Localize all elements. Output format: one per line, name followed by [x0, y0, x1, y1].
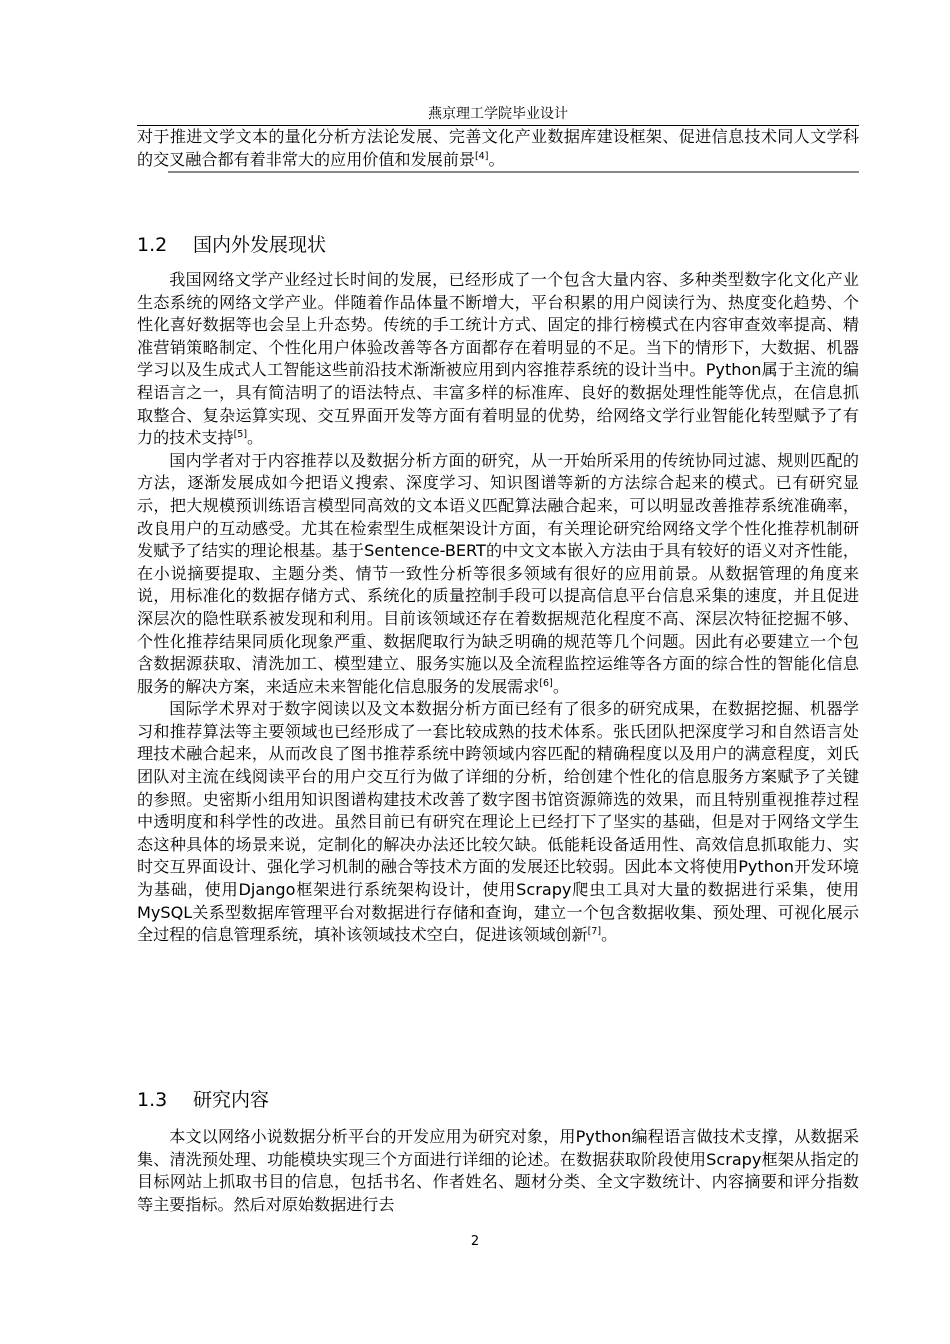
running-header: 燕京理工学院毕业设计: [428, 106, 568, 122]
continued-paragraph: [137, 126, 859, 171]
section-heading-1-3: [137, 1087, 269, 1113]
intro-paragraph: 对于推进文学文本的量化分析方法论发展、完善文化产业数据库建设框架、促进信息技术同人文学科的交叉融合都有着非常大的应用价值和发展前景[4]。: [137, 127, 859, 169]
intro-text: 对于推进文学文本的量化分析方法论发展、完善文化产业数据库建设框架、促进信息技术同人文学科的交叉融合都有着非常大的应用价值和发展前景: [137, 127, 859, 169]
citation-ref: [4]: [474, 150, 489, 162]
section-title: 国内外发展现状: [193, 234, 327, 256]
section-1-3-body: [137, 1126, 859, 1216]
paragraph: 本文以网络小说数据分析平台的开发应用为研究对象，用Python编程语言做技术支撑，从数据采集、清洗预处理、功能模块实现三个方面进行详细的论述。在数据获取阶段使用Scrapy框架从指定的目标网站上抓取书目的信息，包括书名、作者姓名、题材分类、全文字数统计、内容摘要和评分指数等主要指标。然后对原始数据进行去: [137, 1127, 859, 1214]
citation-ref: [7]: [587, 926, 602, 938]
section-title: 研究内容: [193, 1089, 270, 1111]
paragraph: 国际学术界对于数字阅读以及文本数据分析方面已经有了很多的研究成果，在数据挖掘、机器学习和推荐算法等主要领域也已经形成了一套比较成熟的技术体系。张氏团队把深度学习和自然语言处理技术融合起来，从而改良了图书推荐系统中跨领域内容匹配的精确程度以及用户的满意程度，刘氏团队对主流在线阅读平台的用户交互行为做了详细的分析，给创建个性化的信息服务方案赋予了关键的参照。史密斯小组用知识图谱构建技术改善了数字图书馆资源筛选的效果，而且特别重视推荐过程中透明度和科学性的改进。虽然目前已有研究在理论上已经打下了坚实的基础，但是对于网络文学生态这种具体的场景来说，定制化的解决办法还比较欠缺。低能耗设备适用性、高效信息抓取能力、实时交互界面设计、强化学习机制的融合等技术方面的发展还比较弱。因此本文将使用Python开发环境为基础，使用Django框架进行系统架构设计，使用Scrapy爬虫工具对大量的数据进行采集，使用MySQL关系型数据库管理平台对数据进行存储和查询，建立一个包含数据收集、预处理、可视化展示全过程的信息管理系统，填补该领域技术空白，促进该领域创新[7]。: [137, 699, 859, 945]
section-number: 1.2: [137, 234, 168, 256]
paragraph: 我国网络文学产业经过长时间的发展，已经形成了一个包含大量内容、多种类型数字化文化产业生态系统的网络文学产业。伴随着作品体量不断增大，平台积累的用户阅读行为、热度变化趋势、个性化喜好数据等也会呈上升态势。传统的手工统计方式、固定的排行榜模式在内容审查效率提高、精准营销策略制定、个性化用户体验改善等各方面都存在着明显的不足。当下的情形下，大数据、机器学习以及生成式人工智能这些前沿技术渐渐被应用到内容推荐系统的设计当中。Python属于主流的编程语言之一，具有简洁明了的语法特点、丰富多样的标准库、良好的数据处理性能等优点，在信息抓取整合、复杂运算实现、交互界面开发等方面有着明显的优势，给网络文学行业智能化转型赋予了有力的技术支持[5]。: [137, 270, 859, 448]
citation-ref: [5]: [233, 429, 248, 441]
section-number: 1.3: [137, 1089, 168, 1111]
header-shadow-rule: [168, 171, 859, 173]
paragraph: 国内学者对于内容推荐以及数据分析方面的研究，从一开始所采用的传统协同过滤、规则匹配的方法，逐渐发展成如今把语义搜索、深度学习、知识图谱等新的方法综合起来的模式。已有研究显示，把大规模预训练语言模型同高效的文本语义匹配算法融合起来，可以明显改善推荐系统准确率，改良用户的互动感受。尤其在检索型生成框架设计方面，有关理论研究给网络文学个性化推荐机制研发赋予了结实的理论根基。基于Sentence-BERT的中文文本嵌入方法由于具有较好的语义对齐性能，在小说摘要提取、主题分类、情节一致性分析等很多领域有很好的应用前景。从数据管理的角度来说，用标准化的数据存储方式、系统化的质量控制手段可以提高信息平台信息采集的速度，并且促进深层次的隐性联系被发现和利用。目前该领域还存在着数据规范化程度不高、深层次特征挖掘不够、个性化推荐结果同质化现象严重、数据爬取行为缺乏明确的规范等几个问题。因此有必要建立一个包含数据源获取、清洗加工、模型建立、服务实施以及全流程监控运维等各方面的综合性的智能化信息服务的解决方案，来适应未来智能化信息服务的发展需求[6]。: [137, 450, 859, 696]
page-number: 2: [470, 1234, 480, 1249]
citation-ref: [6]: [539, 677, 553, 689]
section-1-2-body: [137, 269, 859, 947]
section-heading-1-2: [137, 232, 326, 258]
